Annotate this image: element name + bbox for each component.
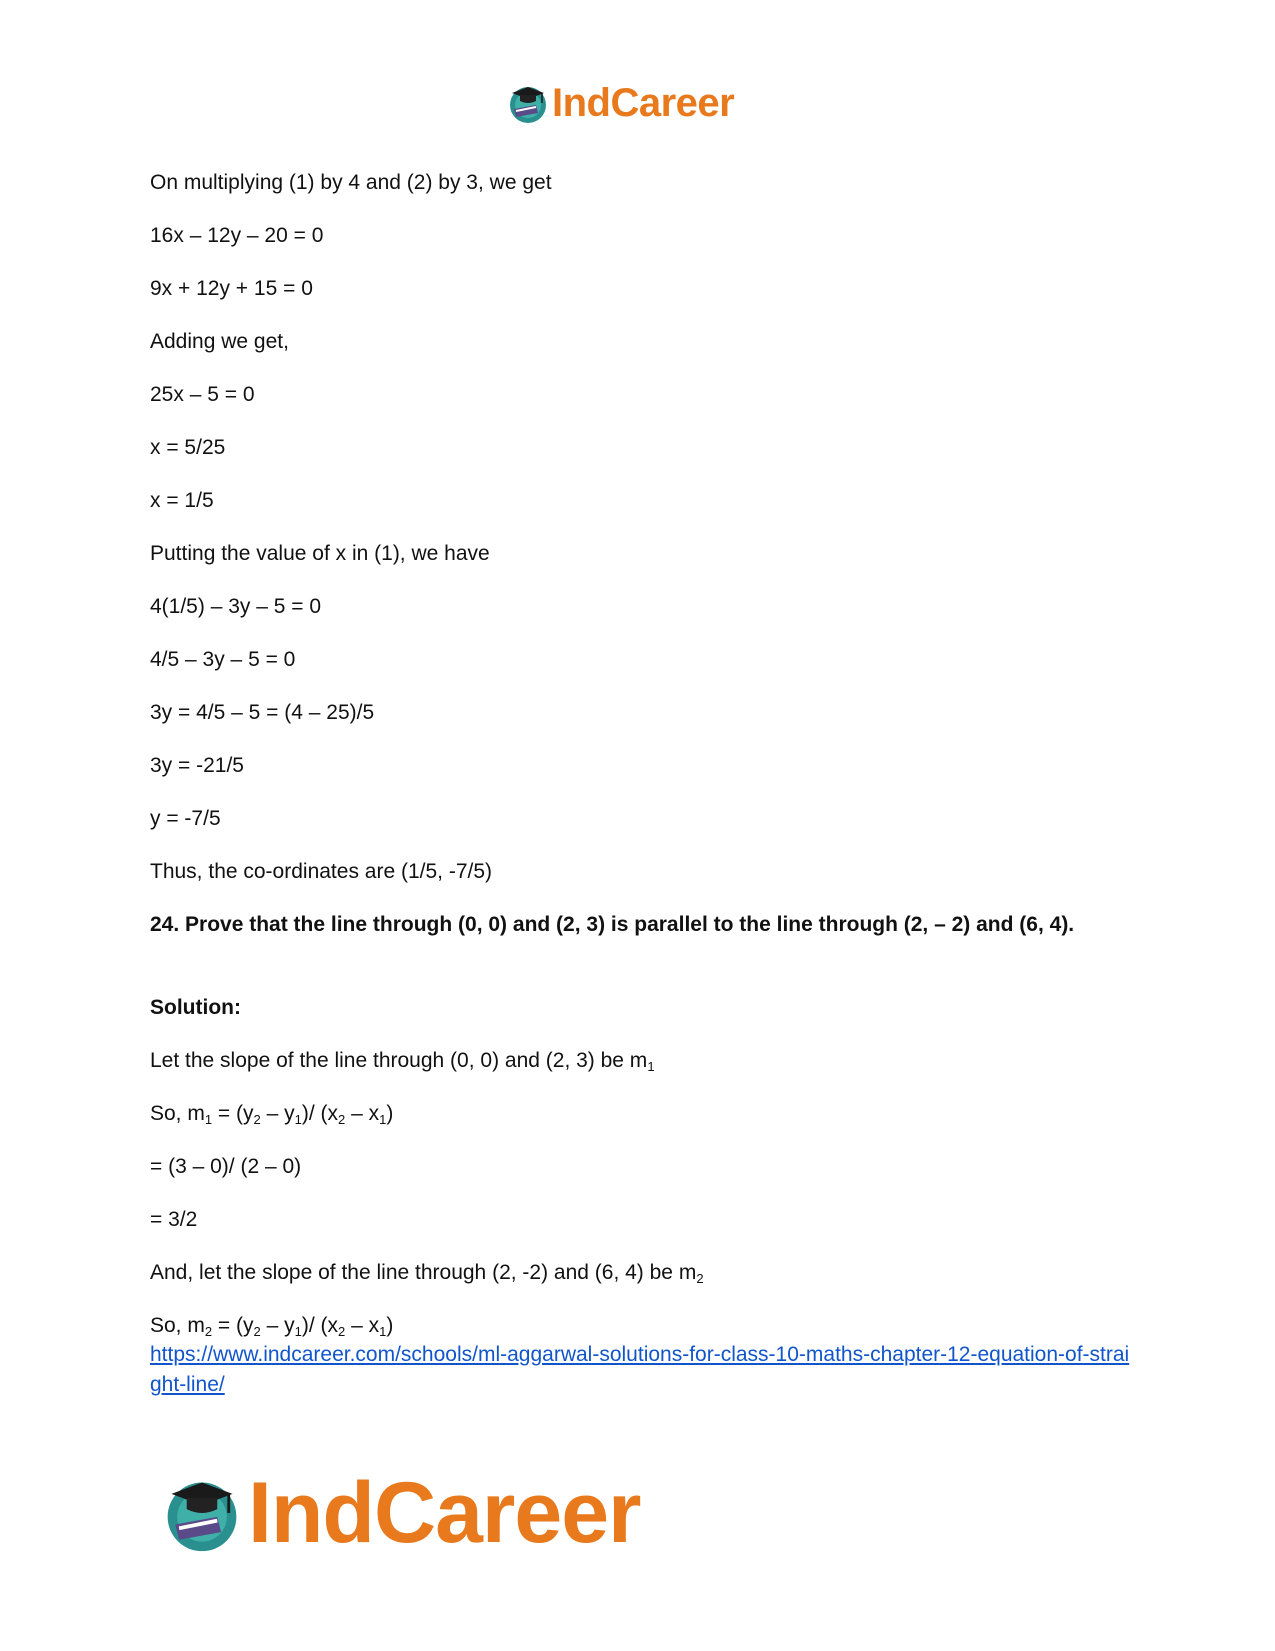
text-line: On multiplying (1) by 4 and (2) by 3, we get bbox=[150, 171, 552, 194]
equation-line: 9x + 12y + 15 = 0 bbox=[150, 277, 313, 300]
text-line: Putting the value of x in (1), we have bbox=[150, 542, 490, 565]
equation-line: = (3 – 0)/ (2 – 0) bbox=[150, 1155, 302, 1178]
equation-line: x = 5/25 bbox=[150, 436, 226, 459]
graduation-globe-icon bbox=[160, 1471, 244, 1555]
equation-line: 3y = 4/5 – 5 = (4 – 25)/5 bbox=[150, 701, 375, 724]
equation-line: 4/5 – 3y – 5 = 0 bbox=[150, 648, 296, 671]
header-logo-text: IndCareer bbox=[552, 80, 735, 125]
graduation-globe-icon bbox=[506, 81, 550, 125]
equation-line: x = 1/5 bbox=[150, 489, 214, 512]
equation-line: = 3/2 bbox=[150, 1208, 198, 1231]
equation-line: 25x – 5 = 0 bbox=[150, 383, 255, 406]
equation-line: So, $m_1 = (y_2 - y_1)/$ $(x_2 - x_1)$ bbox=[150, 1102, 394, 1127]
solution-heading: Solution: bbox=[150, 996, 241, 1019]
equation-line: 16x – 12y – 20 = 0 bbox=[150, 224, 324, 247]
question-heading: 24. Prove that the line through (0, 0) and (2, 3) is parallel to the line through (2, – 2) and (6, 4). bbox=[150, 913, 1075, 936]
header-logo bbox=[506, 78, 734, 128]
footer-logo bbox=[160, 1464, 641, 1561]
equation-line: 3y = -21/5 bbox=[150, 754, 244, 777]
text-line: Thus, the co-ordinates are (1/5, -7/5) bbox=[150, 860, 492, 883]
equation-line: So, $m_2 = (y_2 - y_1)/$ $(x_2 - x_1)$ bbox=[150, 1314, 394, 1339]
text-line: And, let the slope of the line through (2, -2) and (6, 4) be $m_2$ bbox=[150, 1261, 704, 1286]
text-line: Let the slope of the line through (0, 0) and (2, 3) be $m_1$ bbox=[150, 1049, 655, 1074]
equation-line: y = -7/5 bbox=[150, 807, 221, 830]
source-link[interactable]: https://www.indcareer.com/schools/ml-aggarwal-solutions-for-class-10-maths-chapter-12-equation-of-straight-line/ bbox=[150, 1343, 1130, 1396]
footer-logo-text: IndCareer bbox=[248, 1464, 641, 1561]
text-line: Adding we get, bbox=[150, 330, 289, 353]
equation-line: 4(1/5) – 3y – 5 = 0 bbox=[150, 595, 322, 618]
